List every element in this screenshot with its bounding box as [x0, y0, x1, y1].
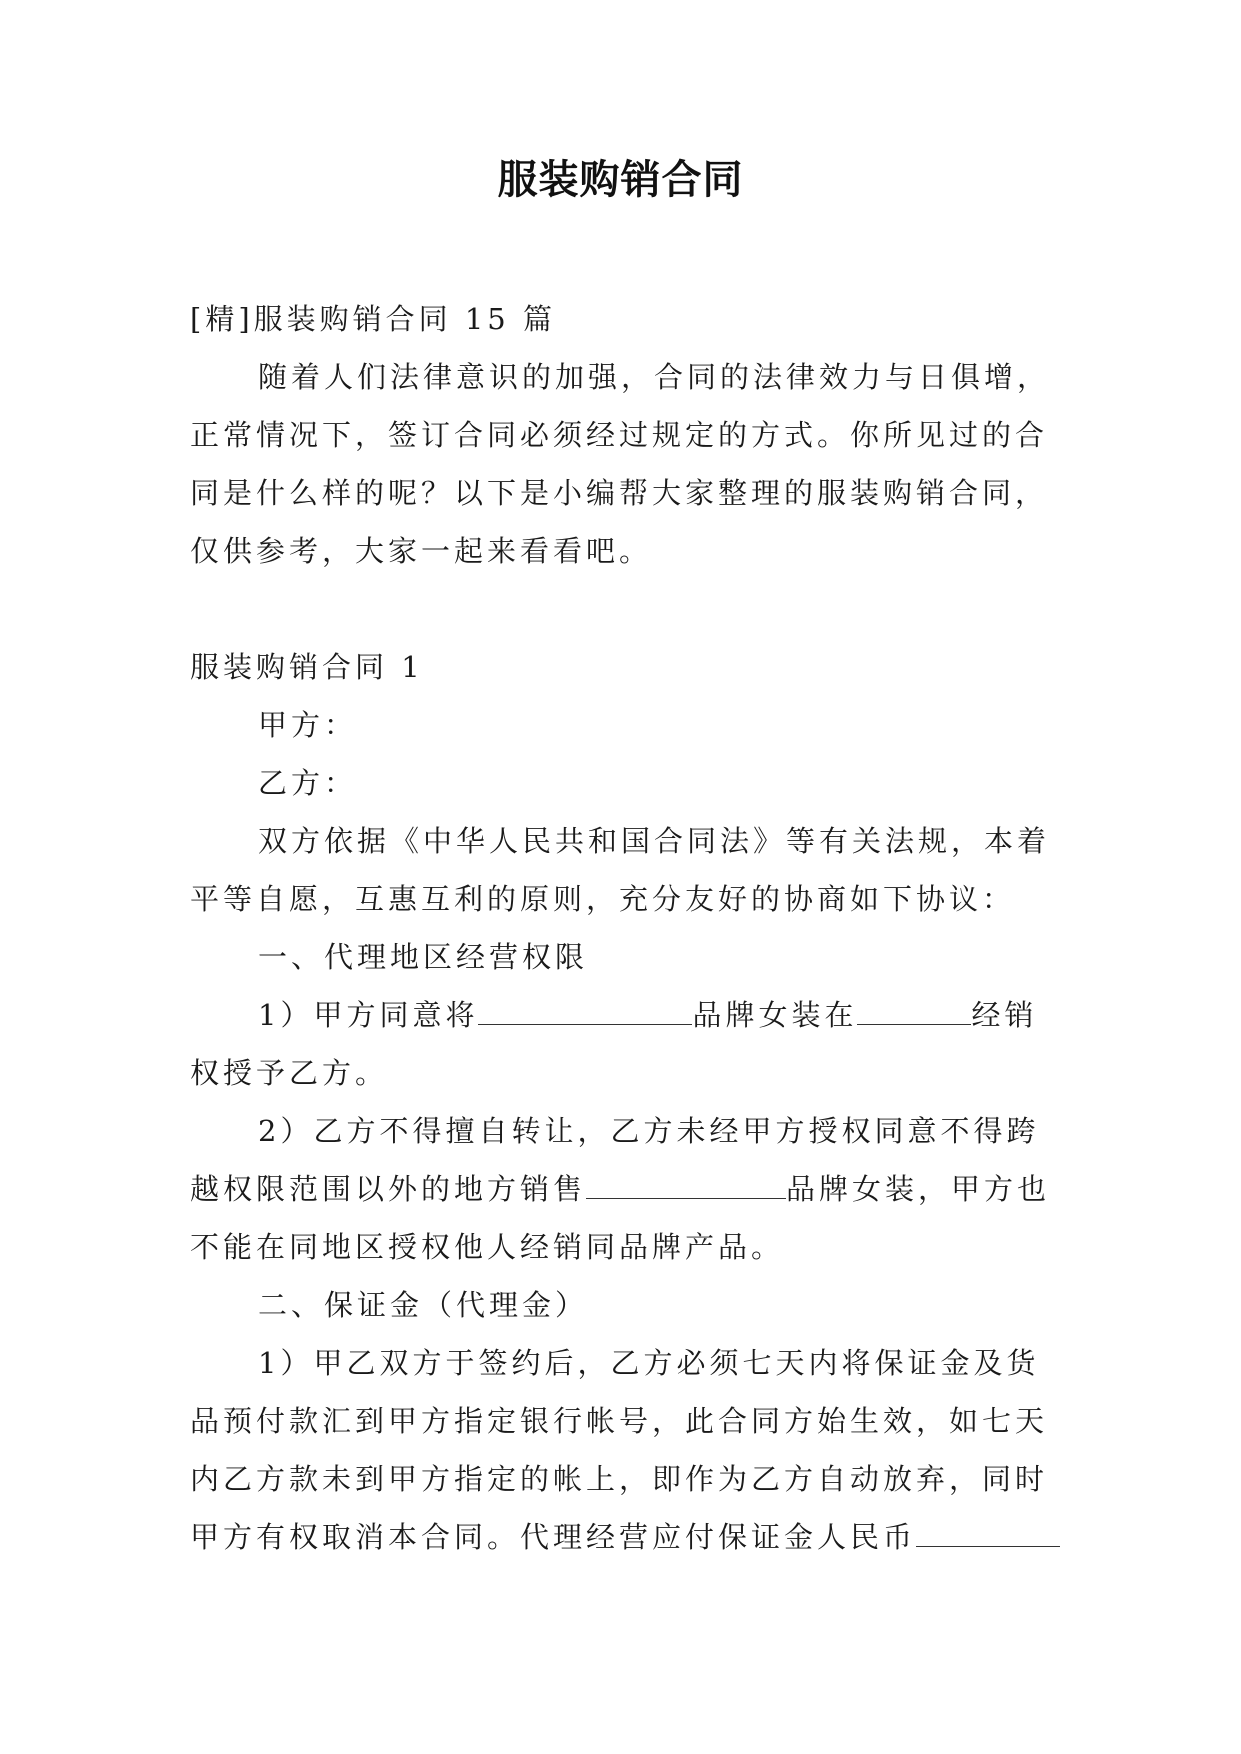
clause2-heading: 二、保证金（代理金）: [258, 1288, 589, 1322]
clause2-item1-line: 1）甲乙双方于签约后，乙方必须七天内将保证金及货: [258, 1346, 1040, 1380]
clause-text: 经销: [971, 998, 1038, 1032]
paragraph-gap: [190, 580, 1060, 638]
clause1-item1-line: [190, 986, 1060, 1044]
clause-text: 越权限范围以外的地方销售: [190, 1172, 587, 1206]
clause1-item1-line: 权授予乙方。: [190, 1056, 389, 1090]
intro-line: 随着人们法律意识的加强，合同的法律效力与日俱增，: [258, 360, 1051, 394]
preamble-line: 平等自愿，互惠互利的原则，充分友好的协商如下协议：: [190, 882, 1016, 916]
preamble-line: 双方依据《中华人民共和国合同法》等有关法规，本着: [258, 824, 1051, 858]
document-title: 服装购销合同: [497, 157, 744, 203]
intro-line: 仅供参考，大家一起来看看吧。: [190, 534, 653, 568]
clause1-item2-line: [190, 1160, 1060, 1218]
clause-text: 品牌女装在: [692, 998, 858, 1032]
clause-text: 1）甲方同意将: [258, 998, 479, 1032]
clause1-heading: 一、代理地区经营权限: [258, 940, 589, 974]
clause2-item1-line: [190, 1508, 1060, 1566]
fill-in-blank: [478, 994, 692, 1025]
party-a-label: 甲方：: [258, 708, 358, 742]
section-heading: 服装购销合同 1: [190, 650, 424, 684]
clause-text: 品牌女装，甲方也: [786, 1172, 1051, 1206]
fill-in-blank: [857, 994, 971, 1025]
intro-line: 同是什么样的呢？以下是小编帮大家整理的服装购销合同，: [190, 476, 1049, 510]
document-subtitle: [精]服装购销合同 15 篇: [190, 302, 556, 336]
clause2-item1-line: 品预付款汇到甲方指定银行帐号，此合同方始生效，如七天: [190, 1404, 1049, 1438]
intro-line: 正常情况下，签订合同必须经过规定的方式。你所见过的合: [190, 418, 1049, 452]
clause1-item2-line: 2）乙方不得擅自转让，乙方未经甲方授权同意不得跨: [258, 1114, 1040, 1148]
fill-in-blank: [586, 1168, 786, 1199]
clause-text: 甲方有权取消本合同。代理经营应付保证金人民币: [190, 1520, 917, 1554]
fill-in-blank: [916, 1516, 1060, 1547]
document-body: [190, 290, 1060, 1566]
party-b-label: 乙方：: [258, 766, 358, 800]
clause1-item2-line: 不能在同地区授权他人经销同品牌产品。: [190, 1230, 785, 1264]
clause2-item1-line: 内乙方款未到甲方指定的帐上，即作为乙方自动放弃，同时: [190, 1462, 1049, 1496]
